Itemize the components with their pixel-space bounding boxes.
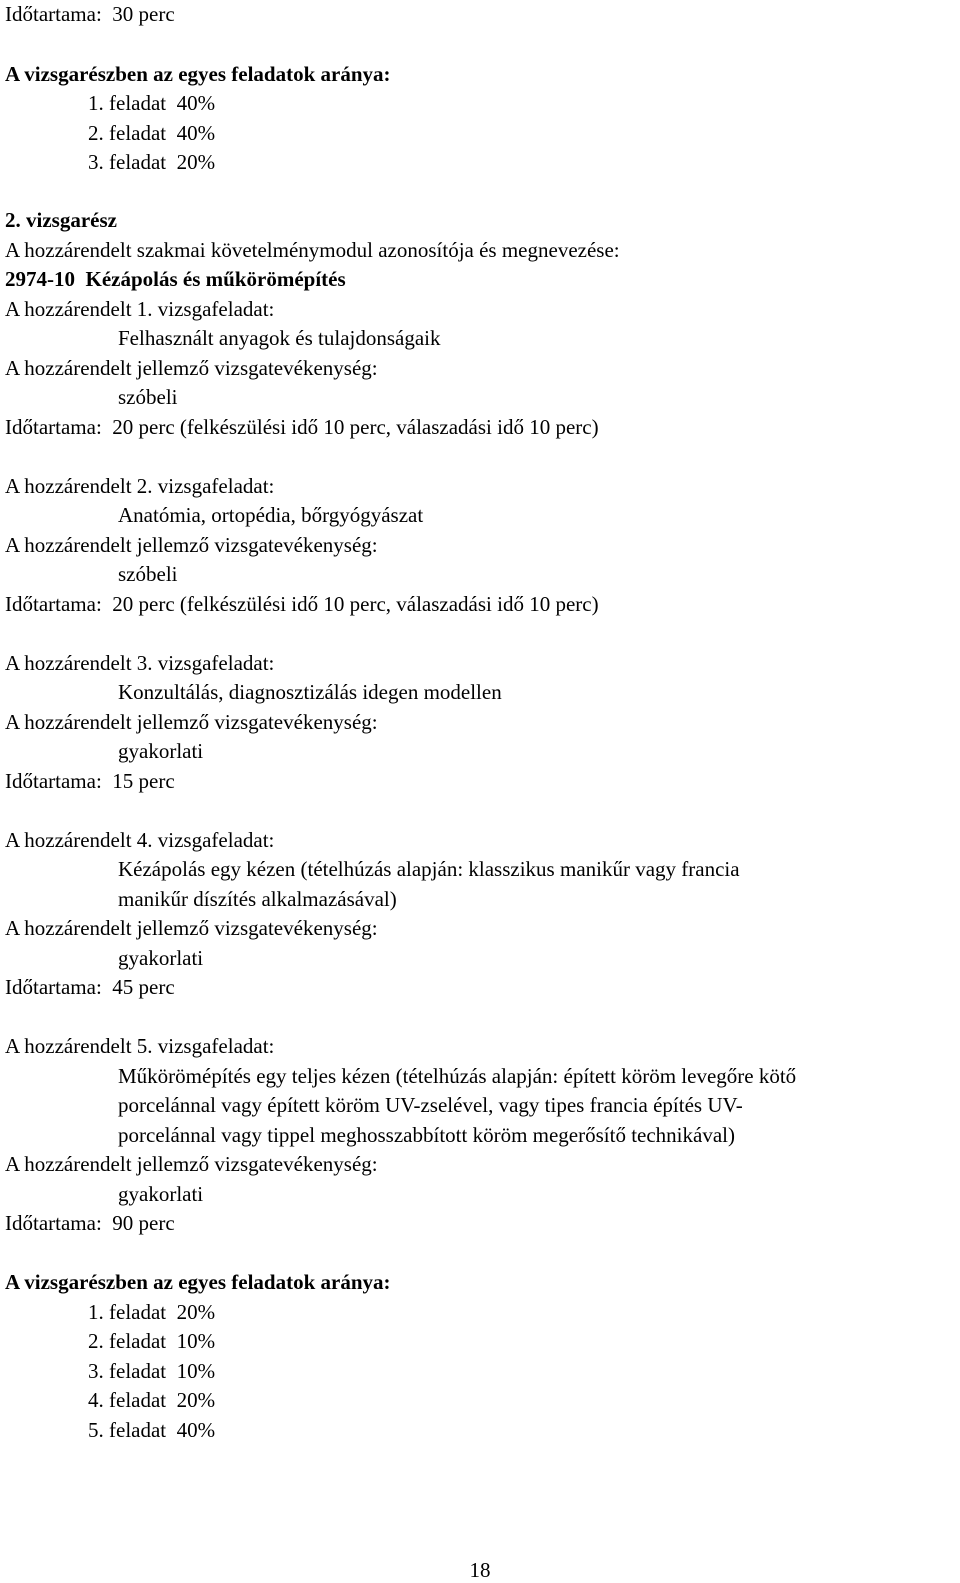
task1-activity: szóbeli: [118, 385, 178, 409]
task3-activity: gyakorlati: [118, 739, 204, 763]
section2-ratio-5: 5. feladat 40%: [88, 1418, 216, 1442]
module-id-name: 2974-10 Kézápolás és műkörömépítés: [5, 267, 346, 291]
top-ratio-2: 2. feladat 40%: [88, 121, 216, 145]
top-duration: Időtartama: 30 perc: [5, 2, 175, 26]
page-number: 18: [469, 1558, 491, 1582]
section2-ratio-1: 1. feladat 20%: [88, 1300, 216, 1324]
top-ratio-1: 1. feladat 40%: [88, 91, 216, 115]
task4-activity: gyakorlati: [118, 946, 204, 970]
task2-title: Anatómia, ortopédia, bőrgyógyászat: [118, 503, 424, 527]
task5-activity: gyakorlati: [118, 1182, 204, 1206]
task4-label: A hozzárendelt 4. vizsgafeladat:: [5, 828, 275, 852]
task1-title: Felhasznált anyagok és tulajdonságaik: [118, 326, 441, 350]
task5-title-line1: Műkörömépítés egy teljes kézen (tételhúzás alapján: épített köröm levegőre kötő: [118, 1064, 797, 1088]
task1-duration: Időtartama: 20 perc (felkészülési idő 10 perc, válaszadási idő 10 perc): [5, 415, 599, 439]
task2-activity: szóbeli: [118, 562, 178, 586]
task4-duration: Időtartama: 45 perc: [5, 975, 175, 999]
section2-ratio-3: 3. feladat 10%: [88, 1359, 216, 1383]
task5-title-line3: porcelánnal vagy tippel meghosszabbított köröm megerősítő technikával): [118, 1123, 735, 1147]
task5-label: A hozzárendelt 5. vizsgafeladat:: [5, 1034, 275, 1058]
task2-label: A hozzárendelt 2. vizsgafeladat:: [5, 474, 275, 498]
task3-activity-label: A hozzárendelt jellemző vizsgatevékenység:: [5, 710, 378, 734]
task5-title-line2: porcelánnal vagy épített köröm UV-zselével, vagy tipes francia építés UV-: [118, 1093, 743, 1117]
task3-label: A hozzárendelt 3. vizsgafeladat:: [5, 651, 275, 675]
top-ratio-3: 3. feladat 20%: [88, 150, 216, 174]
module-intro: A hozzárendelt szakmai követelménymodul azonosítója és megnevezése:: [5, 238, 620, 262]
section2-heading: 2. vizsgarész: [5, 208, 117, 232]
section2-ratio-4: 4. feladat 20%: [88, 1388, 216, 1412]
section2-ratio-heading: A vizsgarészben az egyes feladatok aránya:: [5, 1270, 391, 1294]
task1-label: A hozzárendelt 1. vizsgafeladat:: [5, 297, 275, 321]
task2-duration: Időtartama: 20 perc (felkészülési idő 10 perc, válaszadási idő 10 perc): [5, 592, 599, 616]
task4-activity-label: A hozzárendelt jellemző vizsgatevékenység:: [5, 916, 378, 940]
task1-activity-label: A hozzárendelt jellemző vizsgatevékenység:: [5, 356, 378, 380]
task4-title-line2: manikűr díszítés alkalmazásával): [118, 887, 397, 911]
top-ratio-heading: A vizsgarészben az egyes feladatok aránya:: [5, 62, 391, 86]
task3-duration: Időtartama: 15 perc: [5, 769, 175, 793]
task3-title: Konzultálás, diagnosztizálás idegen modellen: [118, 680, 502, 704]
task4-title-line1: Kézápolás egy kézen (tételhúzás alapján: klasszikus manikűr vagy francia: [118, 857, 740, 881]
task2-activity-label: A hozzárendelt jellemző vizsgatevékenység:: [5, 533, 378, 557]
task5-duration: Időtartama: 90 perc: [5, 1211, 175, 1235]
task5-activity-label: A hozzárendelt jellemző vizsgatevékenység:: [5, 1152, 378, 1176]
section2-ratio-2: 2. feladat 10%: [88, 1329, 216, 1353]
